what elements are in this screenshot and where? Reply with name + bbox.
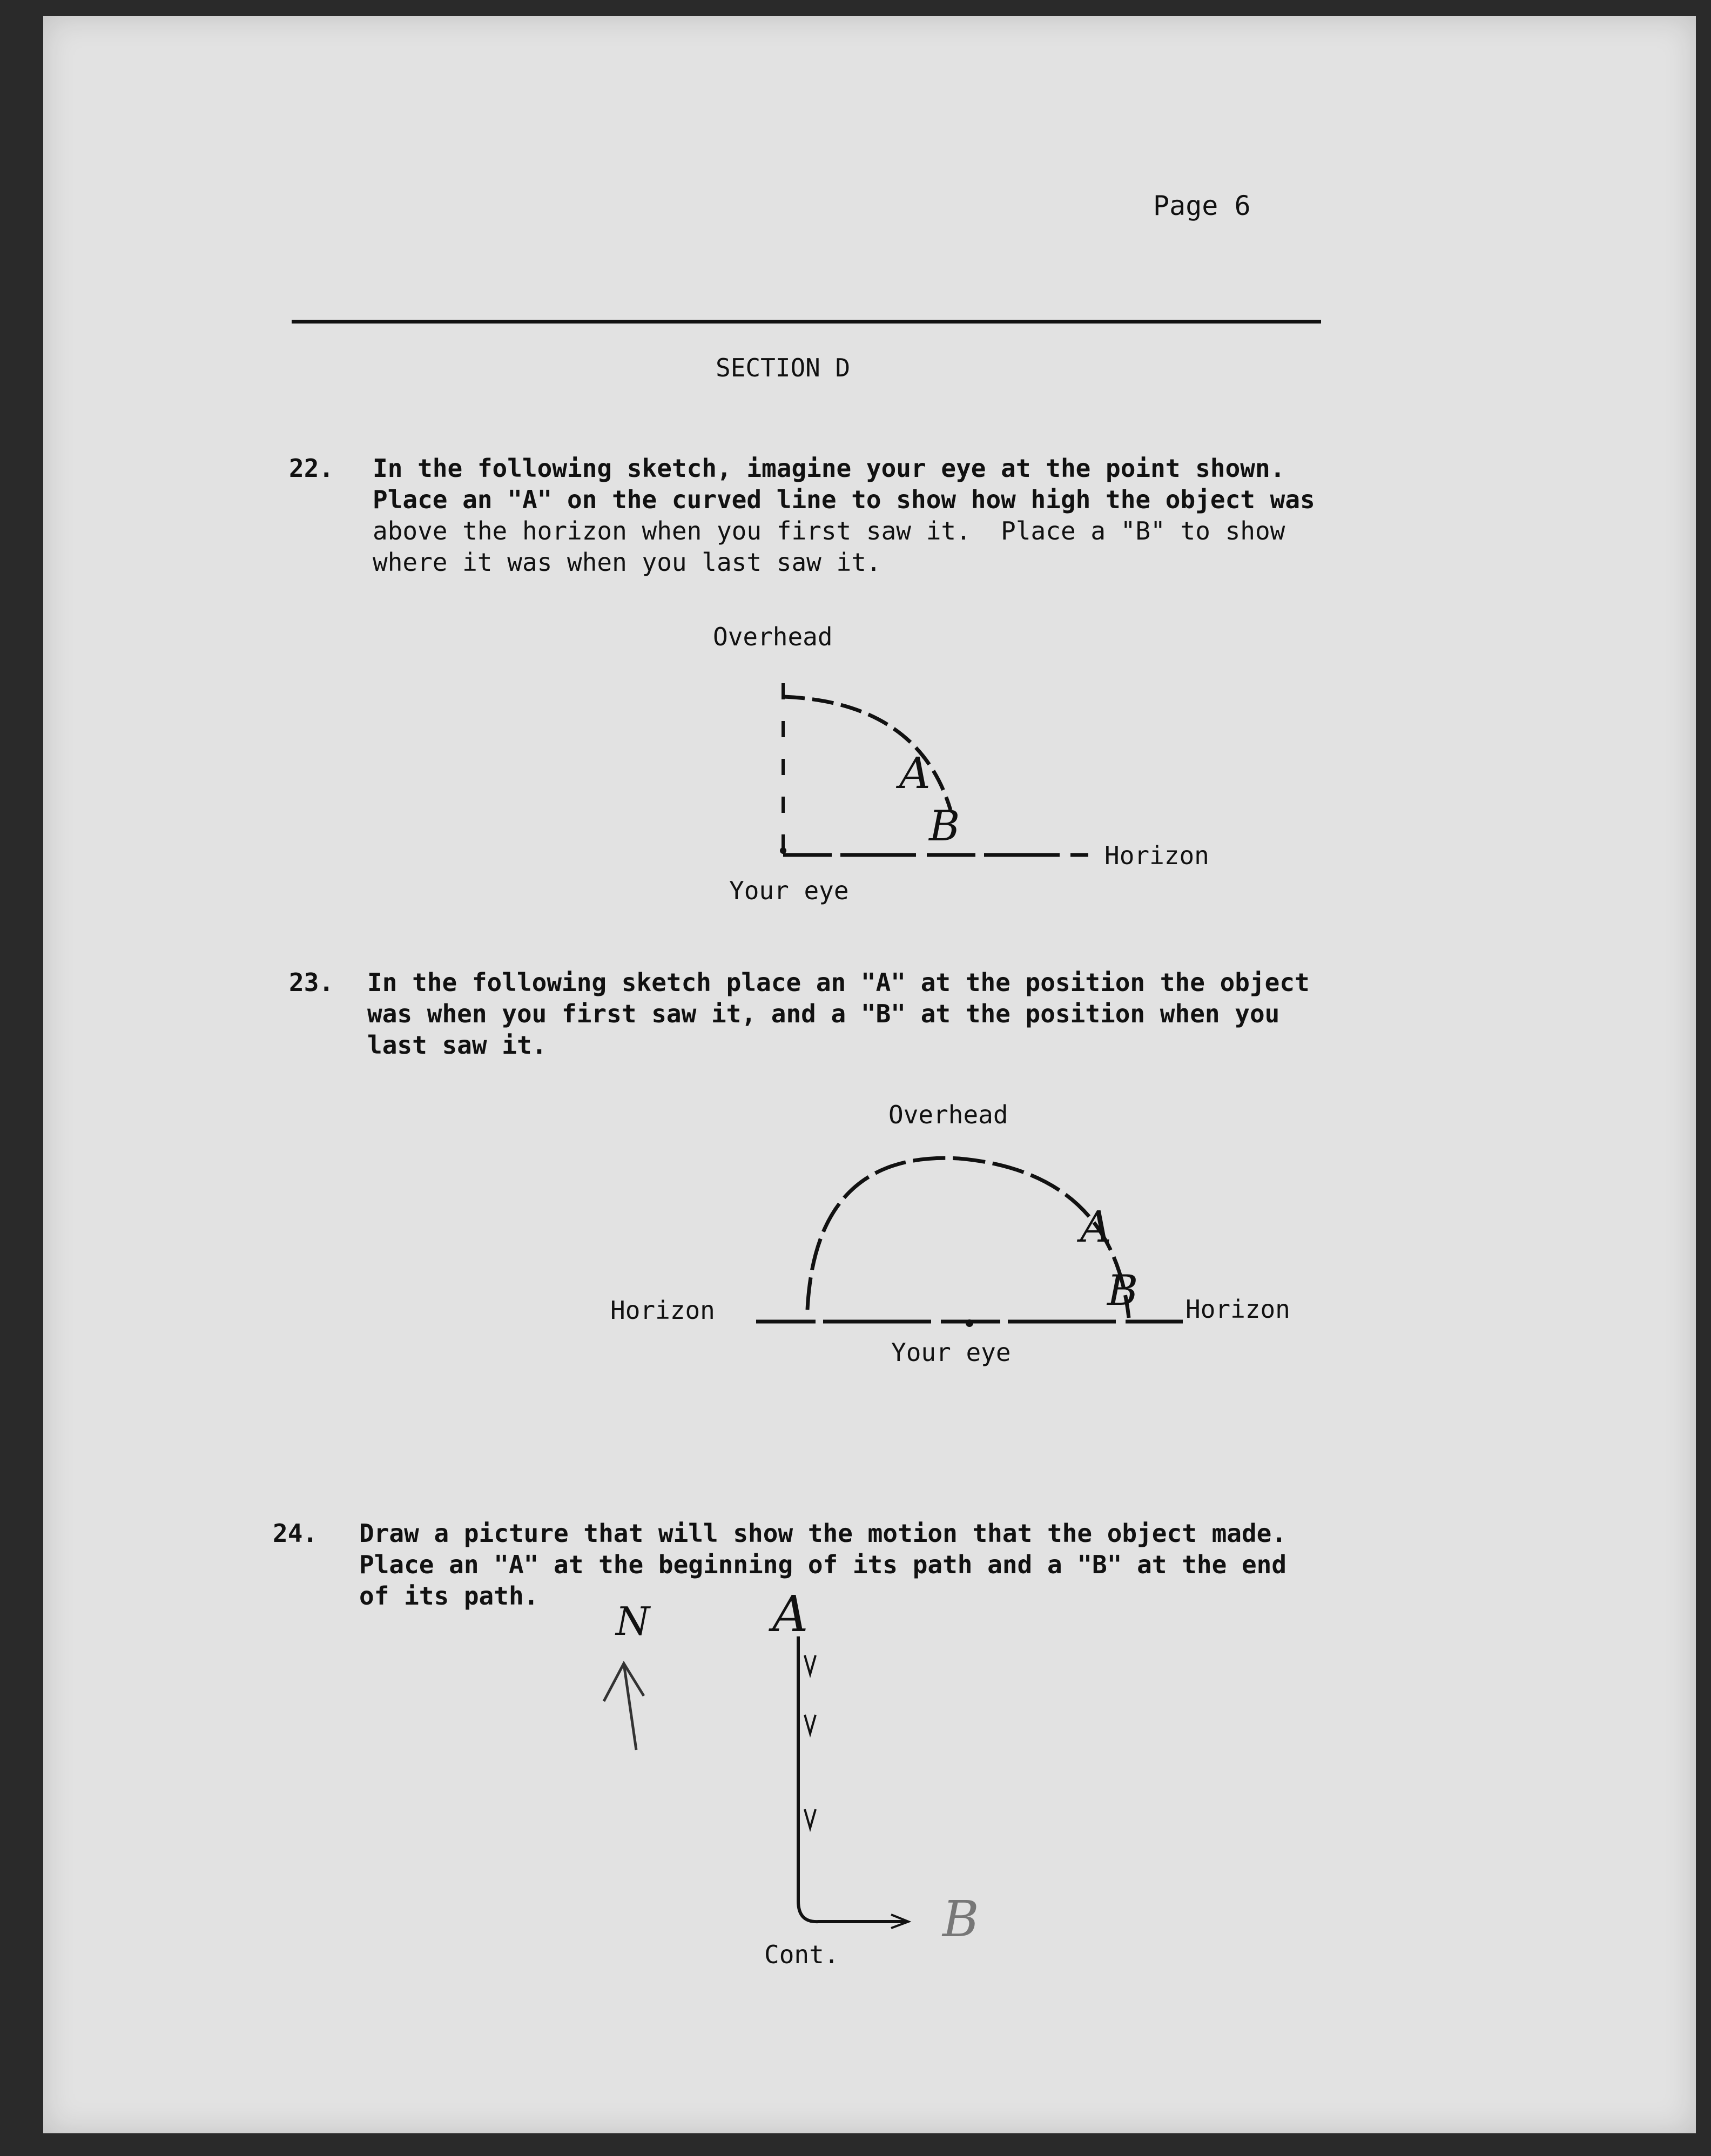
page-number: Page 6 <box>1153 190 1251 221</box>
continued-note: Cont. <box>764 1940 839 1969</box>
question-line: was when you first saw it, and a "B" at the position when you <box>367 999 1280 1028</box>
question-line: Place an "A" on the curved line to show how high the object was <box>373 485 1315 514</box>
question-line: above the horizon when you first saw it. Place a "B" to show <box>373 516 1285 545</box>
overhead-label: Overhead <box>888 1100 1008 1129</box>
handwritten-a-mark: A <box>772 1585 809 1643</box>
question-number: 24. <box>273 1519 318 1548</box>
overhead-label: Overhead <box>713 622 833 651</box>
handwritten-north-mark: N <box>616 1599 650 1644</box>
section-title: SECTION D <box>716 353 851 382</box>
question-line: In the following sketch, imagine your eye at the point shown. <box>373 454 1285 483</box>
question-line: Place an "A" at the beginning of its path and a "B" at the end <box>359 1550 1287 1579</box>
question-number: 22. <box>289 454 334 483</box>
handwritten-b-mark: B <box>1107 1266 1139 1315</box>
question-line: last saw it. <box>367 1030 547 1060</box>
handwritten-a-mark: A <box>1080 1202 1112 1252</box>
your-eye-label: Your eye <box>891 1338 1011 1367</box>
handwritten-b-mark: B <box>942 1890 979 1948</box>
horizon-label-left: Horizon <box>610 1296 715 1325</box>
your-eye-label: Your eye <box>729 876 849 905</box>
horizon-label-right: Horizon <box>1185 1295 1290 1324</box>
question-line: where it was when you last saw it. <box>373 548 881 577</box>
question-line: In the following sketch place an "A" at the position the object <box>367 968 1310 997</box>
horizon-label: Horizon <box>1104 841 1209 870</box>
handwritten-a-mark: A <box>899 748 931 798</box>
handwritten-b-mark: B <box>929 802 960 851</box>
question-line: of its path. <box>359 1581 539 1611</box>
question-line: Draw a picture that will show the motion that the object made. <box>359 1519 1287 1548</box>
question-number: 23. <box>289 968 334 997</box>
